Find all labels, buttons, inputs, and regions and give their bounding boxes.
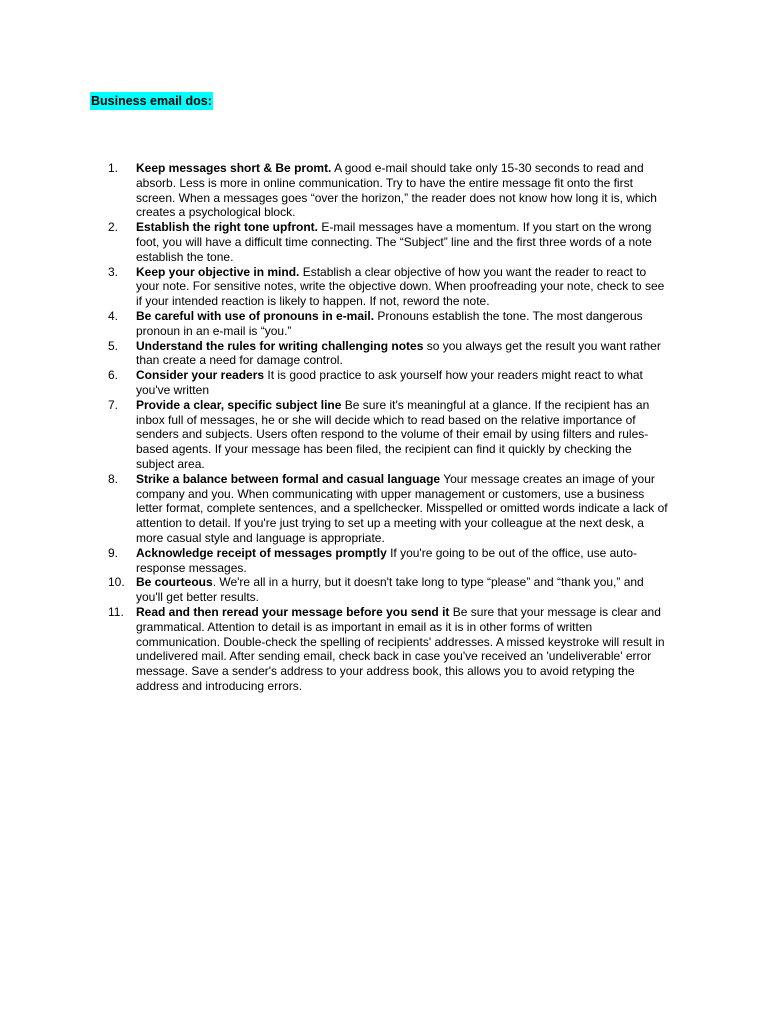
list-item <box>108 161 672 220</box>
item-text: A good e-mail should take only 15-30 seconds to read and absorb. Less is more in online communication. Try to have the entire message fit onto the first screen. When a messages goes “over the horizon,” the reader does not know how long it is, which creates a psychological block. <box>136 161 657 220</box>
item-number: 8. <box>108 471 119 486</box>
item-number: 3. <box>108 264 119 279</box>
item-lead: Be courteous <box>136 575 213 590</box>
list-item <box>108 264 672 309</box>
document-heading: Business email dos: <box>91 94 212 108</box>
item-text: . We're all in a hurry, but it doesn't take long to type “please” and “thank you,” and you'll get better results. <box>136 575 644 605</box>
item-lead: Understand the rules for writing challenging notes <box>136 338 424 353</box>
item-lead: Keep your objective in mind. <box>136 264 300 279</box>
item-text: Pronouns establish the tone. The most dangerous pronoun in an e-mail is “you.” <box>136 308 643 338</box>
list-item <box>108 368 672 398</box>
item-number: 2. <box>108 220 119 235</box>
item-text: so you always get the result you want rather than create a need for damage control. <box>136 338 661 368</box>
list-item <box>108 220 672 264</box>
list-item <box>108 308 672 339</box>
item-number: 1. <box>108 161 119 175</box>
item-text: If you're going to be out of the office, use auto-response messages. <box>136 545 637 575</box>
list-item <box>108 575 672 605</box>
item-text: Be sure that your message is clear and grammatical. Attention to detail is as important in email as it is in other forms of written communication. Double-check the spelling of recipients' addresses. A missed keystroke will result in undelivered mail. After sending email, check back in case you've received an 'undeliverable' error message. Save a sender's address to your address book, this allows you to avoid retyping the address and introducing errors. <box>136 604 665 693</box>
tips-list <box>108 161 672 694</box>
list-item <box>108 338 672 369</box>
list-item <box>108 545 672 576</box>
item-text: Be sure it's meaningful at a glance. If the recipient has an inbox full of messages, he or she will decide which to read based on the relative importance of senders and subjects. Users often respond to the volume of their email by using filters and rules-based agents. If your message has been filed, the recipient can find it quickly by checking the subject area. <box>136 397 650 471</box>
item-number: 9. <box>108 545 119 560</box>
item-lead: Read and then reread your message before you send it <box>136 604 450 619</box>
item-number: 10. <box>108 575 125 590</box>
item-lead: Strike a balance between formal and casual language <box>136 471 441 486</box>
item-lead: Keep messages short & Be promt. <box>136 161 332 175</box>
item-lead: Acknowledge receipt of messages promptly <box>136 545 387 560</box>
item-number: 11. <box>108 604 124 619</box>
item-lead: Establish the right tone upfront. <box>136 220 318 235</box>
item-lead: Provide a clear, specific subject line <box>136 397 342 412</box>
item-number: 5. <box>108 338 119 353</box>
item-text: E-mail messages have a momentum. If you start on the wrong foot, you will have a difficult time connecting. The “Subject” line and the first three words of a note establish the tone. <box>136 220 652 264</box>
list-item <box>108 604 672 694</box>
item-number: 4. <box>108 308 119 323</box>
item-text: It is good practice to ask yourself how your readers might react to what you've written <box>136 368 643 397</box>
item-text: Establish a clear objective of how you want the reader to react to your note. For sensitive notes, write the objective down. When proofreading your note, check to see if your intended reaction is likely to happen. If not, reword the note. <box>136 264 665 309</box>
item-number: 7. <box>108 397 119 412</box>
item-lead: Be careful with use of pronouns in e-mail. <box>136 308 375 323</box>
item-text: Your message creates an image of your company and you. When communicating with upper management or customers, use a business letter format, complete sentences, and a spellchecker. Misspelled or omitted words indicate a lack of attention to detail. If you're just trying to set up a meeting with your colleague at the next desk, a more casual style and language is appropriate. <box>136 471 668 545</box>
list-item <box>108 471 672 546</box>
item-number: 6. <box>108 368 119 383</box>
list-item <box>108 397 672 472</box>
item-lead: Consider your readers <box>136 368 265 383</box>
